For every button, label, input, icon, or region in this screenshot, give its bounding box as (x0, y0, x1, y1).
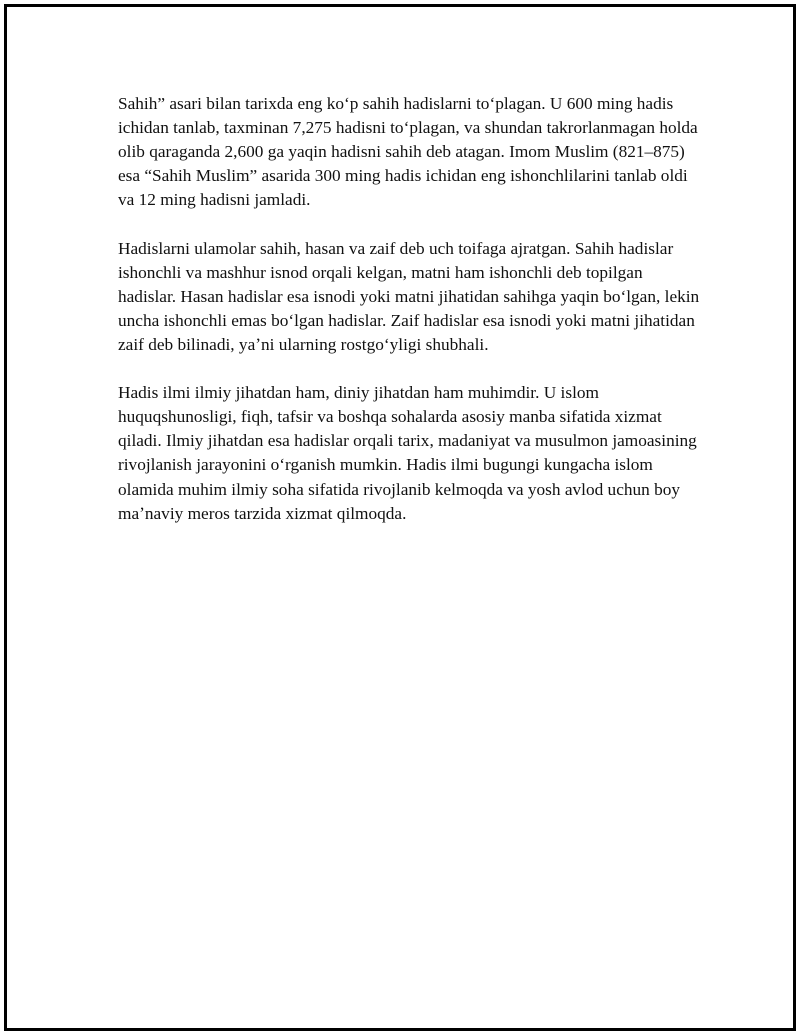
paragraph-2: Hadislarni ulamolar sahih, hasan va zaif deb uch toifaga ajratgan. Sahih hadislar ishonchli va mashhur isnod orqali kelgan, matni ham ishonchli deb topilgan hadislar. Hasan hadislar esa isnodi yoki matni jihatidan sahihga yaqin boʻlgan, lekin uncha ishonchli emas boʻlgan hadislar. Zaif hadislar esa isnodi yoki matni jihatidan zaif deb bilinadi, yaʼni ularning rostgoʻyligi shubhali. (118, 238, 700, 354)
document-body (118, 92, 700, 550)
paragraph-3: Hadis ilmi ilmiy jihatdan ham, diniy jihatdan ham muhimdir. U islom huquqshunosligi, fiqh, tafsir va boshqa sohalarda asosiy manba sifatida xizmat qiladi. Ilmiy jihatdan esa hadislar orqali tarix, madaniyat va musulmon jamoasining rivojlanish jarayonini oʻrganish mumkin. Hadis ilmi bugungi kungacha islom olamida muhim ilmiy soha sifatida rivojlanib kelmoqda va yosh avlod uchun boy maʼnaviy meros tarzida xizmat qilmoqda. (118, 383, 697, 523)
paragraph-1: Sahih” asari bilan tarixda eng koʻp sahih hadislarni toʻplagan. U 600 ming hadis ichidan tanlab, taxminan 7,275 hadisni toʻplagan, va shundan takrorlanmagan holda olib qaraganda 2,600 ga yaqin hadisni sahih deb atagan. Imom Muslim (821–875) esa “Sahih Muslim” asarida 300 ming hadis ichidan eng ishonchlilarini tanlab oldi va 12 ming hadisni jamladi. (118, 94, 698, 210)
